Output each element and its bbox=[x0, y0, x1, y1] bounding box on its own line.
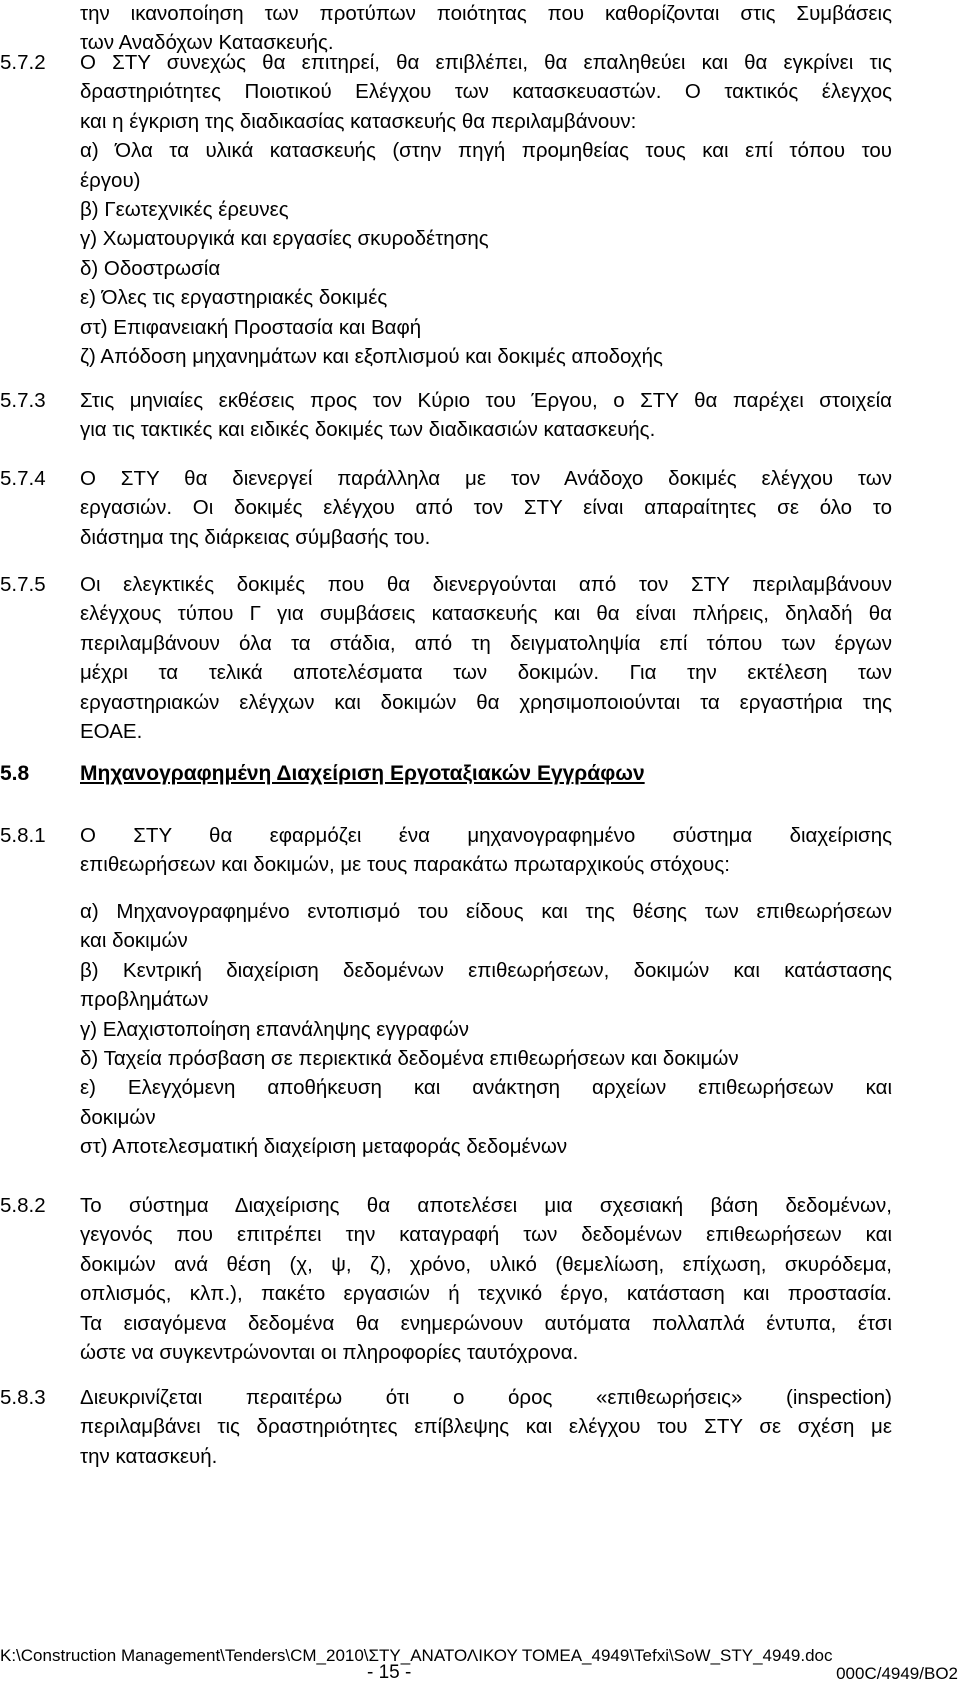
text-line: δοκιμών ανά θέση (χ, ψ, ζ), χρόνο, υλικό (θεμελίωση, επίχωση, σκυρόδεμα, bbox=[80, 1252, 892, 1276]
section-5-8-1-list bbox=[80, 897, 892, 1162]
section-5-7-4 bbox=[80, 464, 892, 552]
text-line: Οι ελεγκτικές δοκιμές που θα διενεργούνται από τον ΣΤΥ περιλαμβάνουν bbox=[80, 573, 892, 596]
text-line: εργασιών. Οι δοκιμές ελέγχου από τον ΣΤΥ είναι απαραίτητες σε όλο το bbox=[80, 496, 892, 520]
section-heading: Μηχανογραφημένη Διαχείριση Εργοταξιακών Εγγράφων bbox=[80, 762, 645, 785]
list-item: δ) Ταχεία πρόσβαση σε περιεκτικά δεδομένα επιθεωρήσεων και δοκιμών bbox=[80, 1047, 739, 1071]
text-line: ελέγχους τύπου Γ για συμβάσεις κατασκευής και θα είναι πλήρεις, δηλαδή θα bbox=[80, 602, 892, 626]
page-number: - 15 - bbox=[367, 1662, 412, 1683]
text-line: των Αναδόχων Κατασκευής. bbox=[80, 31, 334, 55]
text-line: την κατασκευή. bbox=[80, 1444, 218, 1468]
list-item: ζ) Απόδοση μηχανημάτων και εξοπλισμού και δοκιμές αποδοχής bbox=[80, 345, 663, 369]
section-5-8-1 bbox=[80, 821, 892, 880]
list-item: γ) Ελαχιστοποίηση επανάληψης εγγραφών bbox=[80, 1017, 469, 1041]
section-5-7-3 bbox=[80, 386, 892, 445]
list-item: γ) Χωματουργικά και εργασίες σκυροδέτησης bbox=[80, 227, 489, 251]
list-item: δ) Οδοστρωσία bbox=[80, 256, 221, 280]
list-item: έργου) bbox=[80, 168, 141, 192]
section-5-8-3 bbox=[80, 1383, 892, 1471]
list-item: α) Μηχανογραφημένο εντοπισμό του είδους και της θέσης των επιθεωρήσεων bbox=[80, 900, 892, 923]
section-5-8-2 bbox=[80, 1191, 892, 1367]
section-number: 5.8.1 bbox=[0, 824, 46, 847]
text-line: γεγονός που επιτρέπει την καταγραφή των δεδομένων επιθεωρήσεων και bbox=[80, 1223, 892, 1247]
text-line: ώστε να συγκεντρώνονται οι πληροφορίες ταυτόχρονα. bbox=[80, 1341, 579, 1365]
section-number: 5.8.2 bbox=[0, 1194, 46, 1217]
text-line: Διευκρινίζεται περαιτέρω ότι ο όρος «επιθεωρήσεις» (inspection) bbox=[80, 1386, 892, 1409]
text-line: επιθεωρήσεων και δοκιμών, με τους παρακάτω πρωταρχικούς στόχους: bbox=[80, 853, 730, 877]
section-number: 5.7.2 bbox=[0, 51, 46, 74]
text-line: περιλαμβάνει τις δραστηριότητες επίβλεψης και ελέγχου του ΣΤΥ σε σχέση με bbox=[80, 1415, 892, 1439]
text-line: Τα εισαγόμενα δεδομένα θα ενημερώνουν αυτόματα πολλαπλά έντυπα, έτσι bbox=[80, 1311, 892, 1335]
text-line: την ικανοποίηση των προτύπων ποιότητας που καθορίζονται στις Συμβάσεις bbox=[80, 2, 892, 25]
text-line: Το σύστημα Διαχείρισης θα αποτελέσει μια σχεσιακή βάση δεδομένων, bbox=[80, 1194, 892, 1217]
text-line: Στις μηνιαίες εκθέσεις προς τον Κύριο του Έργου, ο ΣΤΥ θα παρέχει στοιχεία bbox=[80, 389, 892, 412]
section-number: 5.7.3 bbox=[0, 389, 46, 412]
text-line: μέχρι τα τελικά αποτελέσματα των δοκιμών. Για την εκτέλεση των bbox=[80, 661, 892, 685]
footer-file-path: K:\Construction Management\Tenders\CM_2010\ΣΤΥ_ΑΝΑΤΟΛΙΚΟΥ ΤΟΜΕΑ_4949\Tefxi\SoW_STY_4949.doc bbox=[0, 1646, 833, 1665]
section-5-7-5 bbox=[80, 570, 892, 746]
text-line: Ο ΣΤΥ θα διενεργεί παράλληλα με τον Ανάδοχο δοκιμές ελέγχου των bbox=[80, 467, 892, 490]
section-number: 5.7.4 bbox=[0, 467, 46, 490]
text-line: περιλαμβάνουν όλα τα στάδια, από τη δειγματοληψία επί τόπου των έργων bbox=[80, 631, 892, 655]
text-line: οπλισμός, κλπ.), πακέτο εργασιών ή τεχνικό έργο, κατάσταση και προστασία. bbox=[80, 1282, 892, 1306]
section-number: 5.7.5 bbox=[0, 573, 46, 596]
list-item: α) Όλα τα υλικά κατασκευής (στην πηγή προμηθείας τους και επί τόπου του bbox=[80, 139, 892, 163]
list-item: ε) Ελεγχόμενη αποθήκευση και ανάκτηση αρχείων επιθεωρήσεων και bbox=[80, 1076, 892, 1100]
list-item: στ) Επιφανειακή Προστασία και Βαφή bbox=[80, 315, 422, 339]
list-item: και δοκιμών bbox=[80, 929, 188, 953]
section-5-7-2 bbox=[80, 48, 892, 371]
list-item: β) Γεωτεχνικές έρευνες bbox=[80, 198, 289, 222]
text-line: ΕΟΑΕ. bbox=[80, 720, 143, 744]
text-line: και η έγκριση της διαδικασίας κατασκευής θα περιλαμβάνουν: bbox=[80, 109, 637, 133]
heading-number: 5.8 bbox=[0, 762, 30, 785]
list-item: β) Κεντρική διαχείριση δεδομένων επιθεωρήσεων, δοκιμών και κατάστασης bbox=[80, 958, 892, 982]
text-line: δραστηριότητες Ποιοτικού Ελέγχου των κατασκευαστών. Ο τακτικός έλεγχος bbox=[80, 80, 892, 104]
section-number: 5.8.3 bbox=[0, 1386, 46, 1409]
list-item: προβλημάτων bbox=[80, 988, 209, 1012]
document-code: 000C/4949/BO2 bbox=[836, 1664, 958, 1683]
text-line: για τις τακτικές και ειδικές δοκιμές των διαδικασιών κατασκευής. bbox=[80, 418, 656, 442]
list-item: στ) Αποτελεσματική διαχείριση μεταφοράς δεδομένων bbox=[80, 1135, 568, 1159]
list-item: ε) Όλες τις εργαστηριακές δοκιμές bbox=[80, 286, 388, 310]
text-line: διάστημα της διάρκειας σύμβασής του. bbox=[80, 525, 431, 549]
list-item: δοκιμών bbox=[80, 1105, 156, 1129]
text-line: Ο ΣΤΥ συνεχώς θα επιτηρεί, θα επιβλέπει, θα επαληθεύει και θα εγκρίνει τις bbox=[80, 51, 892, 74]
text-line: Ο ΣΤΥ θα εφαρμόζει ένα μηχανογραφημένο σύστημα διαχείρισης bbox=[80, 824, 892, 847]
text-line: εργαστηριακών ελέγχων και δοκιμών θα χρησιμοποιούνται τα εργαστήρια της bbox=[80, 690, 892, 714]
